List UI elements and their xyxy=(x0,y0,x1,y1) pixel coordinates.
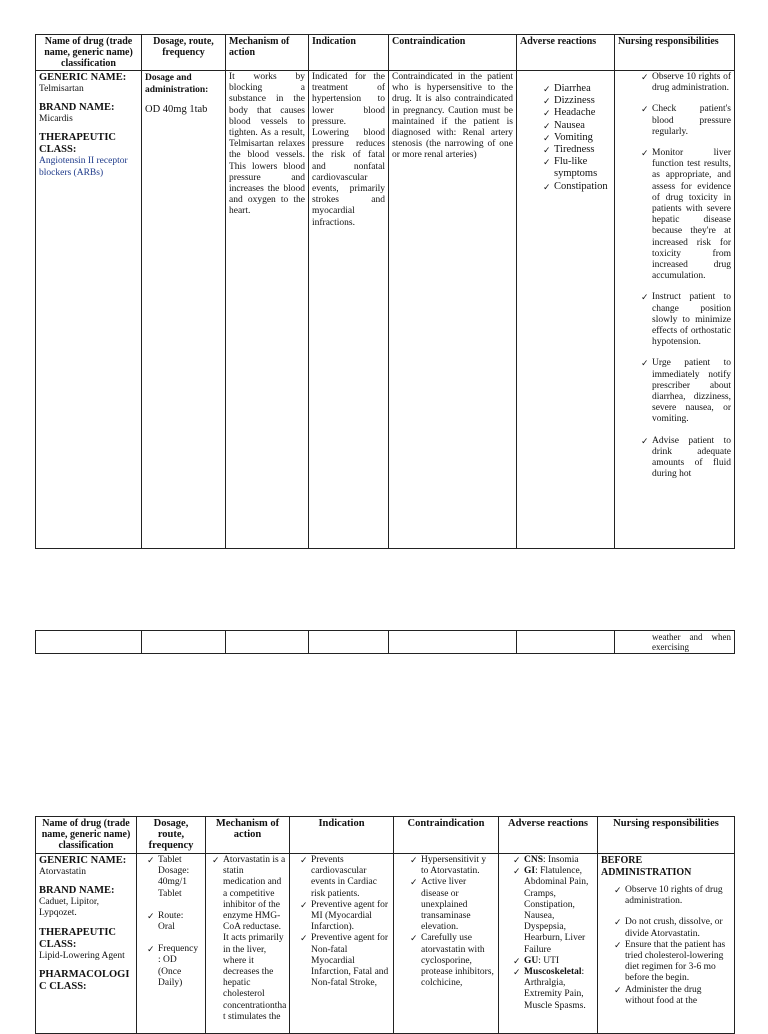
list-item: ✓ Atorvastatin is a statin medication and a competitive inhibitor of the enzyme HMG-CoA reductase. It acts primarily in the liver, where it decreases the hepatic cholesterol concentrationtha t stimulates the xyxy=(223,855,286,1023)
list-item: ✓ Preventive agent for MI (Myocardial Infarction). xyxy=(311,900,390,934)
list-item: ✓ Prevents cardiovascular events in Cardiac risk patients. xyxy=(311,855,390,900)
header-row xyxy=(36,817,735,854)
list-item xyxy=(524,967,594,1012)
brand-label: BRAND NAME: xyxy=(39,102,115,114)
generic-name: Atorvastatin xyxy=(39,867,86,877)
table-row xyxy=(36,631,735,654)
header-dosage: Dosage, route, frequency xyxy=(142,35,226,71)
list-item: ✓ Advise patient to drink adequate amounts of fluid during hot xyxy=(652,436,731,481)
adverse-category: GU xyxy=(524,955,539,966)
pharmacologic-label: PHARMACOLOGI C CLASS: xyxy=(39,968,130,992)
header-indication: Indication xyxy=(290,817,394,854)
list-item: ✓ Administer the drug without food at the xyxy=(625,985,731,1007)
dosage-label: Tablet Dosage: xyxy=(158,855,190,877)
dosage-label: Dosage and administration: xyxy=(145,73,209,95)
brand-name: Micardis xyxy=(39,114,73,125)
list-item: ✓ Diarrhea xyxy=(554,83,611,95)
route-label: Route: xyxy=(158,910,184,921)
generic-label: GENERIC NAME: xyxy=(39,72,127,83)
header-name: Name of drug (trade name, generic name) classification xyxy=(36,35,142,71)
brand-name: Caduet, Lipitor, Lypqozet. xyxy=(39,897,100,919)
list-item xyxy=(524,866,594,956)
header-contraindication: Contraindication xyxy=(394,817,499,854)
header-name: Name of drug (trade name, generic name) classification xyxy=(36,817,137,854)
empty-cell xyxy=(142,631,226,654)
list-item: ✓ Check patient's blood pressure regularly. xyxy=(652,104,731,138)
list-item: ✓ Urge patient to immediately notify prescriber about diarrhea, dizziness, severe nausea, or vomiting. xyxy=(652,358,731,425)
nursing-cell xyxy=(598,854,735,1034)
header-mechanism: Mechanism of action xyxy=(226,35,309,71)
therapeutic-class: Lipid-Lowering Agent xyxy=(39,950,125,961)
generic-label: GENERIC NAME: xyxy=(39,855,127,866)
empty-cell xyxy=(309,631,389,654)
header-dosage: Dosage, route, frequency xyxy=(137,817,206,854)
header-adverse: Adverse reactions xyxy=(499,817,598,854)
adverse-detail: : Arthralgia, Extremity Pain, Muscle Spasms. xyxy=(524,967,586,1011)
list-item: ✓ Nausea xyxy=(554,120,611,132)
list-item: ✓ Flu-like symptoms xyxy=(554,156,611,180)
dosage-cell xyxy=(137,854,206,1034)
adverse-category: CNS xyxy=(524,855,544,865)
header-nursing: Nursing responsibilities xyxy=(615,35,735,71)
adverse-category: GI xyxy=(524,866,536,877)
list-item: ✓ Dizziness xyxy=(554,95,611,107)
list-item: ✓ Observe 10 rights of drug administration. xyxy=(652,72,731,94)
list-item: ✓ Monitor liver function test results, as appropriate, and assess for evidence of drug toxicity in patients with severe hepatic disease because they're at increased risk for toxicity from increased drug accumulation. xyxy=(652,148,731,282)
empty-cell xyxy=(226,631,309,654)
header-indication: Indication xyxy=(309,35,389,71)
generic-name: Telmisartan xyxy=(39,84,84,94)
therapeutic-label: THERAPEUTIC CLASS: xyxy=(39,926,117,950)
dosage-value: 40mg/1 Tablet xyxy=(158,877,188,899)
list-item: ✓ Ensure that the patient has tried cholesterol-lowering diet regimen for 3-6 mo before the begin. xyxy=(625,940,731,985)
therapeutic-class: Angiotensin II receptor blockers (ARBs) xyxy=(39,156,128,178)
list-item xyxy=(158,944,202,989)
contraindication-cell xyxy=(394,854,499,1034)
list-item: ✓ Preventive agent for Non-fatal Myocardial Infarction, Fatal and Non-fatal Stroke, xyxy=(311,933,390,989)
header-mechanism: Mechanism of action xyxy=(206,817,290,854)
empty-cell xyxy=(36,631,142,654)
indication-cell xyxy=(290,854,394,1034)
list-item: ✓ Tiredness xyxy=(554,144,611,156)
drug-table-telmisartan xyxy=(35,34,734,549)
table-row xyxy=(36,854,735,1034)
dosage-value: OD 40mg 1tab xyxy=(145,104,208,115)
route-value: Oral xyxy=(158,922,175,933)
list-item: ✓ Carefully use atorvastatin with cyclosporine, protease inhibitors, colchicine, xyxy=(421,933,495,989)
list-item: ✓ Constipation xyxy=(554,181,611,193)
drug-name-cell xyxy=(36,71,142,549)
list-item: ✓ Vomiting xyxy=(554,132,611,144)
list-item: ✓ Instruct patient to change position slowly to minimize effects of orthostatic hypotension. xyxy=(652,292,731,348)
adverse-detail: : Insomia xyxy=(543,855,579,865)
dosage-cell xyxy=(142,71,226,549)
adverse-category: Muscoskeletal xyxy=(524,967,582,978)
list-item xyxy=(158,855,202,900)
mechanism-cell: It works by blocking a substance in the body that causes blood vessels to tighten. As a result, Telmisartan relaxes the blood vessels. This lowers blood pressure and increases the blood and oxygen to the heart. xyxy=(226,71,309,549)
table-row xyxy=(36,71,735,549)
list-item: ✓ Headache xyxy=(554,107,611,119)
header-nursing: Nursing responsibilities xyxy=(598,817,735,854)
empty-cell xyxy=(389,631,517,654)
drug-name-cell xyxy=(36,854,137,1034)
list-item: ✓ Observe 10 rights of drug administration. xyxy=(625,885,731,907)
adverse-detail: : UTI xyxy=(538,955,560,966)
list-item: ✓ Do not crush, dissolve, or divide Atorvastatin. xyxy=(625,917,731,939)
nursing-continuation: weather and when exercising xyxy=(615,631,735,654)
before-administration-heading: BEFORE ADMINISTRATION xyxy=(601,855,692,878)
adverse-cell xyxy=(499,854,598,1034)
frequency-label: Frequency xyxy=(158,944,199,955)
header-row xyxy=(36,35,735,71)
drug-table-continuation xyxy=(35,630,734,654)
frequency-value: : OD (Once Daily) xyxy=(158,955,183,988)
list-item xyxy=(158,911,202,933)
adverse-detail: : Flatulence, Abdominal Pain, Cramps, Constipation, Nausea, Dyspepsia, Hearburn, Liver Failure xyxy=(524,866,589,955)
list-item: ✓ Hypersensitivit y to Atorvastatin. xyxy=(421,855,495,877)
empty-cell xyxy=(517,631,615,654)
nursing-cell xyxy=(615,71,735,549)
drug-table-atorvastatin xyxy=(35,816,734,1034)
header-adverse: Adverse reactions xyxy=(517,35,615,71)
therapeutic-label: THERAPEUTIC CLASS: xyxy=(39,132,117,156)
indication-cell: Indicated for the treatment of hypertension to lower blood pressure. Lowering blood pressure reduces the risk of fatal and nonfatal cardiovascular events, primarily strokes and myocardial infractions. xyxy=(309,71,389,549)
adverse-cell xyxy=(517,71,615,549)
list-item xyxy=(524,855,594,866)
contraindication-cell: Contraindicated in the patient who is hypersensitive to the drug. It is also contraindicated in pregnancy. Caution must be maintained if the patient is diagnosed with: Renal artery stenosis (the narrowing of one or more renal arteries) xyxy=(389,71,517,549)
mechanism-cell xyxy=(206,854,290,1034)
header-contraindication: Contraindication xyxy=(389,35,517,71)
brand-label: BRAND NAME: xyxy=(39,885,115,897)
list-item xyxy=(524,956,594,967)
list-item: ✓ Active liver disease or unexplained transaminase elevation. xyxy=(421,877,495,933)
